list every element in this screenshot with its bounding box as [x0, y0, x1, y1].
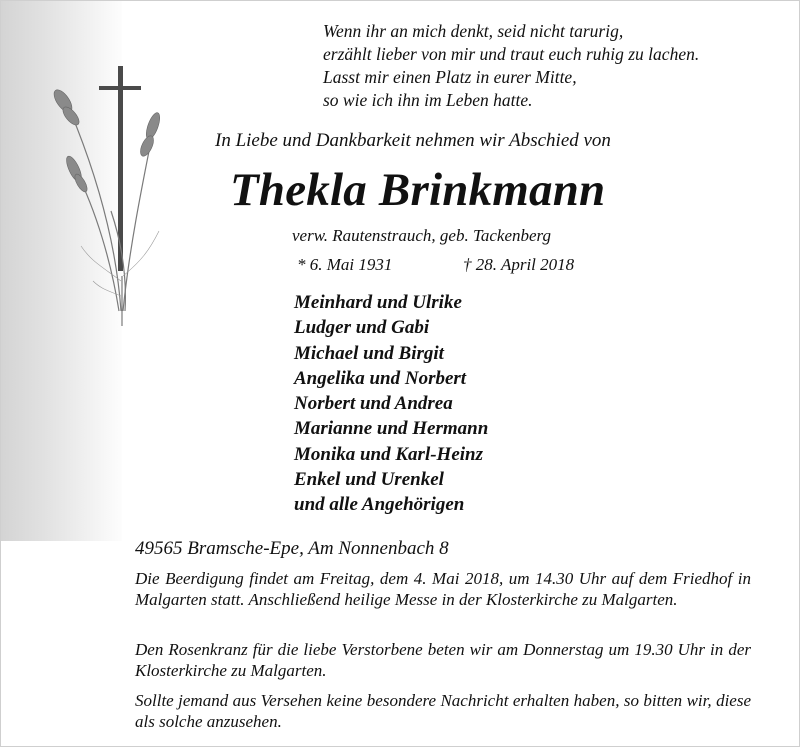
- wheat-ears-icon: [51, 87, 163, 194]
- mourner-entry: Marianne und Hermann: [294, 418, 489, 440]
- poem-line: Lasst mir einen Platz in eurer Mitte,: [323, 67, 577, 87]
- rosary-notice: Den Rosenkranz für die liebe Verstorbene beten wir am Donnerstag um 19.30 Uhr in der Klosterkirche zu Malgarten.: [135, 640, 751, 680]
- mourner-entry: Norbert und Andrea: [294, 393, 453, 415]
- memorial-poem: [323, 20, 699, 112]
- cross-wheat-emblem: [41, 61, 171, 331]
- mourner-entry: Michael und Birgit: [294, 342, 444, 364]
- maiden-name: verw. Rautenstrauch, geb. Tackenberg: [292, 226, 552, 245]
- cross-icon: [99, 66, 141, 271]
- apology-notice: Sollte jemand aus Versehen keine besondere Nachricht erhalten haben, so bitten wir, diese als solche anzusehen.: [135, 691, 751, 731]
- mourner-entry: Angelika und Norbert: [294, 367, 467, 389]
- poem-line: erzählt lieber von mir und traut euch ruhig zu lachen.: [323, 44, 700, 64]
- mourner-entry: Enkel und Urenkel: [294, 469, 444, 491]
- deceased-name: Thekla Brinkmann: [230, 164, 606, 216]
- wheat-icon: [66, 101, 153, 326]
- family-address: 49565 Bramsche-Epe, Am Nonnenbach 8: [135, 538, 449, 559]
- funeral-notice: Die Beerdigung findet am Freitag, dem 4. Mai 2018, um 14.30 Uhr auf dem Friedhof in Malgarten statt. Anschließend heilige Messe in der Klosterkirche zu Malgarten.: [135, 569, 751, 609]
- birth-date: * 6. Mai 1931: [297, 255, 393, 274]
- poem-line: so wie ich ihn im Leben hatte.: [323, 90, 533, 110]
- mourner-entry: Monika und Karl-Heinz: [294, 443, 483, 465]
- mourner-entry: Ludger und Gabi: [294, 317, 430, 339]
- mourner-entry: und alle Angehörigen: [294, 494, 465, 516]
- mourner-entry: Meinhard und Ulrike: [294, 292, 462, 313]
- death-date: † 28. April 2018: [463, 255, 575, 274]
- poem-line: Wenn ihr an mich denkt, seid nicht tarurig,: [323, 21, 624, 41]
- mourners-list: [294, 290, 488, 518]
- farewell-intro: In Liebe und Dankbarkeit nehmen wir Abschied von: [215, 130, 611, 151]
- life-dates: [297, 255, 575, 275]
